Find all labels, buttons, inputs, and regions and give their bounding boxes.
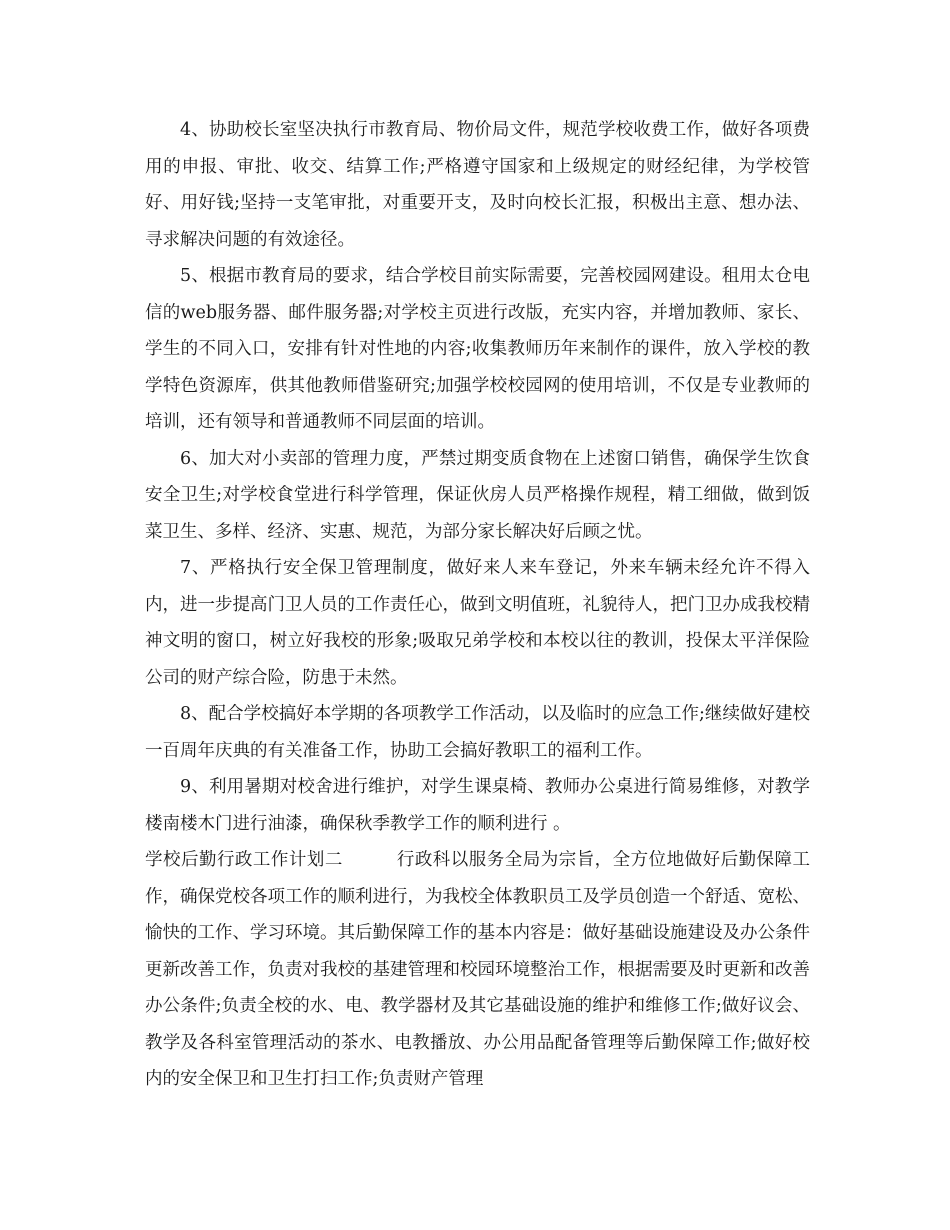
section-heading: 学校后勤行政工作计划二 [145, 850, 343, 870]
section-paragraph [145, 842, 810, 1098]
section-spacer [343, 850, 397, 870]
paragraph-item-8: 8、配合学校搞好本学期的各项教学工作活动，以及临时的应急工作;继续做好建校一百周年庆典的有关准备工作，协助工会搞好教职工的福利工作。 [145, 704, 810, 761]
paragraph-item-7: 7、严格执行安全保卫管理制度，做好来人来车登记，外来车辆未经允许不得入内，进一步提高门卫人员的工作责任心，做到文明值班，礼貌待人，把门卫办成我校精神文明的窗口，树立好我校的形象;吸取兄弟学校和本校以往的教训，投保太平洋保险公司的财产综合险，防患于未然。 [145, 558, 810, 688]
document-body [145, 112, 810, 1098]
section-body: 行政科以服务全局为宗旨，全方位地做好后勤保障工作，确保党校各项工作的顺利进行，为我校全体教职员工及学员创造一个舒适、宽松、愉快的工作、学习环境。其后勤保障工作的基本内容是：做好基础设施建设及办公条件更新改善工作，负责对我校的基建管理和校园环境整治工作，根据需要及时更新和改善办公条件;负责全校的水、电、教学器材及其它基础设施的维护和维修工作;做好议会、教学及各科室管理活动的茶水、电教播放、办公用品配备管理等后勤保障工作;做好校内的安全保卫和卫生打扫工作;负责财产管理 [145, 850, 811, 1089]
paragraph-item-6: 6、加大对小卖部的管理力度，严禁过期变质食物在上述窗口销售，确保学生饮食安全卫生;对学校食堂进行科学管理，保证伙房人员严格操作规程，精工细做，做到饭菜卫生、多样、经济、实惠、规范，为部分家长解决好后顾之忧。 [145, 448, 810, 542]
paragraph-item-4: 4、协助校长室坚决执行市教育局、物价局文件，规范学校收费工作，做好各项费用的申报、审批、收交、结算工作;严格遵守国家和上级规定的财经纪律，为学校管好、用好钱;坚持一支笔审批，对重要开支，及时向校长汇报，积极出主意、想办法、寻求解决问题的有效途径。 [145, 120, 810, 250]
paragraph-item-9: 9、利用暑期对校舍进行维护，对学生课桌椅、教师办公桌进行简易维修，对教学楼南楼木门进行油漆，确保秋季教学工作的顺利进行 。 [145, 777, 810, 834]
paragraph-item-5: 5、根据市教育局的要求，结合学校目前实际需要，完善校园网建设。租用太仓电信的web服务器、邮件服务器;对学校主页进行改版，充实内容，并增加教师、家长、学生的不同入口，安排有针对性地的内容;收集教师历年来制作的课件，放入学校的教学特色资源库，供其他教师借鉴研究;加强学校校园网的使用培训，不仅是专业教师的培训，还有领导和普通教师不同层面的培训。 [145, 266, 810, 432]
